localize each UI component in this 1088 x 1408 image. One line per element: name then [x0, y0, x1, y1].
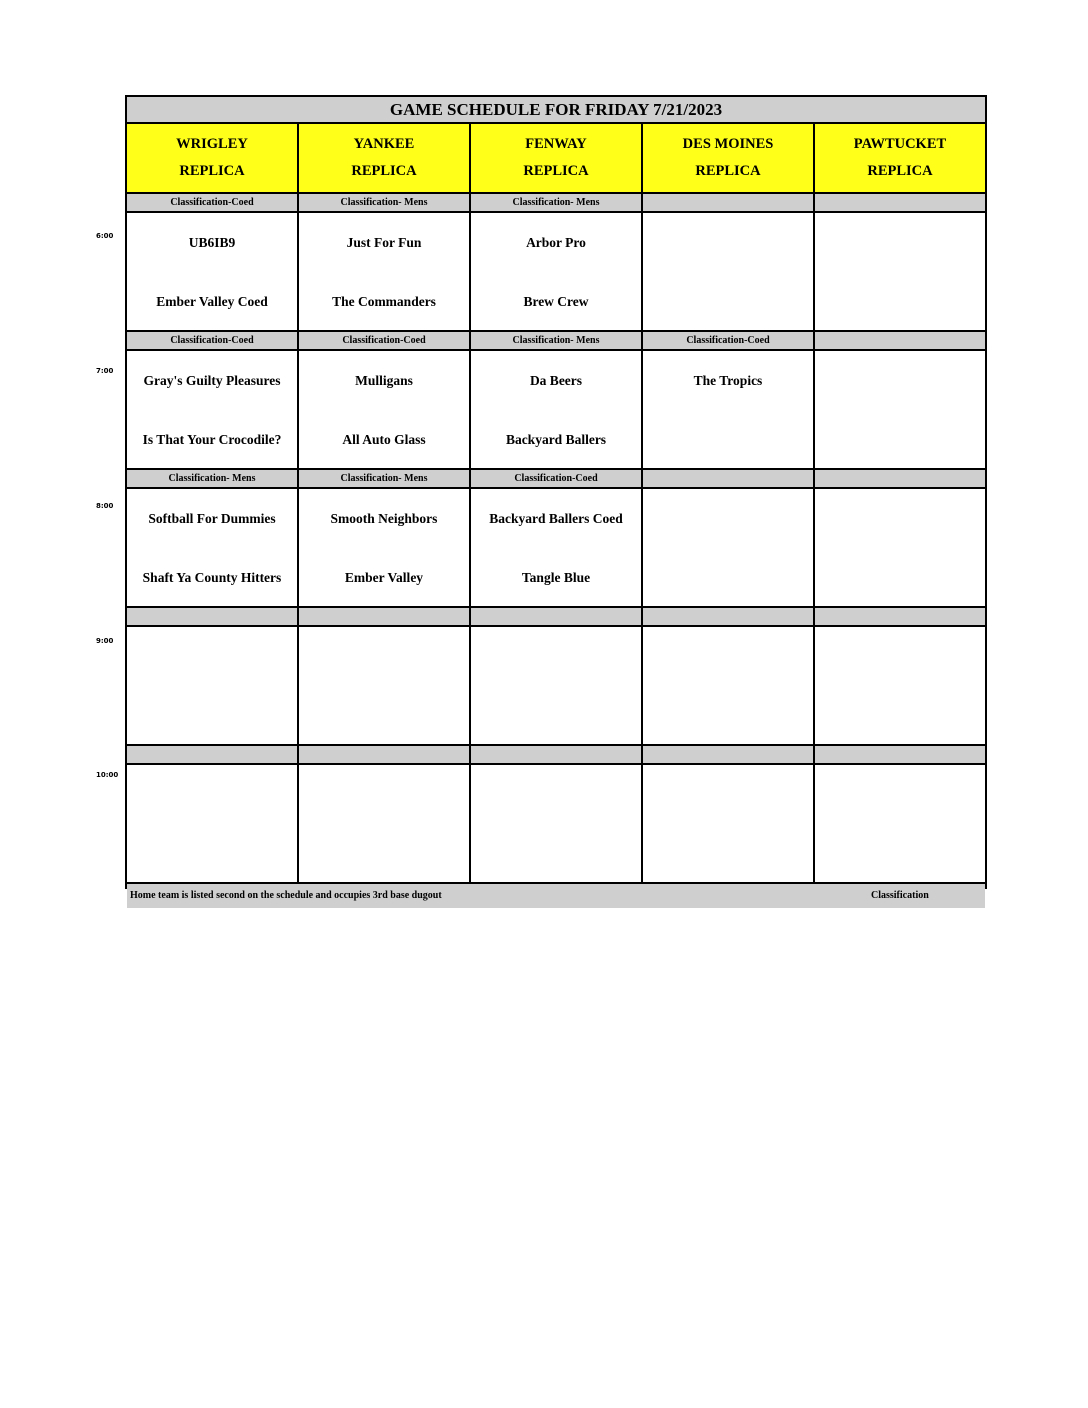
classification-cell: Classification-Coed — [471, 470, 641, 487]
classification-cell — [643, 470, 813, 487]
game-cell — [127, 489, 297, 606]
field-header — [299, 124, 469, 192]
home-team: All Auto Glass — [342, 432, 426, 447]
classification-cell: Classification- Mens — [471, 332, 641, 349]
away-team: The Tropics — [693, 373, 763, 388]
time-label: 6:00 — [96, 232, 114, 240]
game-cell — [127, 213, 297, 330]
home-team: The Commanders — [332, 294, 436, 309]
away-team: Mulligans — [355, 373, 413, 388]
field-name: DES MOINES — [682, 136, 774, 152]
field-header — [815, 124, 985, 192]
time-label: 8:00 — [96, 502, 114, 510]
classification-cell: Classification-Coed — [643, 332, 813, 349]
home-team-note: Home team is listed second on the schedule and occupies 3rd base dugout — [130, 890, 442, 901]
home-team: Backyard Ballers — [505, 432, 607, 447]
away-team: UB6IB9 — [188, 235, 236, 250]
classification-cell — [815, 608, 985, 625]
classification-cell — [299, 608, 469, 625]
classification-cell: Classification-Coed — [127, 332, 297, 349]
game-cell — [643, 489, 813, 606]
time-label: 10:00 — [96, 771, 119, 779]
away-team: Just For Fun — [346, 235, 422, 250]
time-label: 7:00 — [96, 367, 114, 375]
classification-cell — [471, 608, 641, 625]
game-cell — [471, 489, 641, 606]
game-cell — [643, 213, 813, 330]
away-team: Softball For Dummies — [148, 511, 276, 526]
time-label: 9:00 — [96, 637, 114, 645]
field-name: YANKEE — [353, 136, 415, 152]
field-subtitle: REPLICA — [523, 163, 589, 179]
classification-cell: Classification- Mens — [127, 470, 297, 487]
away-team: Smooth Neighbors — [330, 511, 438, 526]
home-team: Ember Valley Coed — [156, 294, 268, 309]
field-subtitle: REPLICA — [695, 163, 761, 179]
field-name: WRIGLEY — [176, 136, 248, 152]
game-cell — [299, 627, 469, 744]
classification-cell: Classification- Mens — [471, 194, 641, 211]
game-cell — [471, 213, 641, 330]
game-cell — [299, 213, 469, 330]
home-team: Brew Crew — [523, 294, 589, 309]
home-team: Ember Valley — [344, 570, 424, 585]
field-header — [127, 124, 297, 192]
classification-cell — [815, 470, 985, 487]
game-cell — [471, 765, 641, 882]
field-header — [471, 124, 641, 192]
classification-cell: Classification- Mens — [299, 470, 469, 487]
classification-cell — [299, 746, 469, 763]
game-cell — [815, 765, 985, 882]
away-team: Gray's Guilty Pleasures — [143, 373, 281, 388]
home-team: Is That Your Crocodile? — [142, 432, 282, 447]
classification-cell — [643, 194, 813, 211]
field-name: FENWAY — [525, 136, 587, 152]
game-cell — [643, 627, 813, 744]
away-team: Da Beers — [529, 373, 583, 388]
schedule-table — [125, 95, 987, 901]
field-subtitle: REPLICA — [179, 163, 245, 179]
game-cell — [127, 351, 297, 468]
game-cell — [643, 765, 813, 882]
game-cell — [815, 213, 985, 330]
away-team: Arbor Pro — [526, 235, 586, 250]
game-cell — [815, 351, 985, 468]
classification-cell: Classification- Mens — [299, 194, 469, 211]
field-subtitle: REPLICA — [351, 163, 417, 179]
game-cell — [815, 489, 985, 606]
home-team: Tangle Blue — [521, 570, 591, 585]
field-subtitle: REPLICA — [867, 163, 933, 179]
home-team: Shaft Ya County Hitters — [142, 570, 282, 585]
classification-cell — [643, 746, 813, 763]
game-cell — [815, 627, 985, 744]
classification-cell — [643, 608, 813, 625]
away-team: Backyard Ballers Coed — [489, 511, 623, 526]
classification-cell — [471, 746, 641, 763]
field-name: PAWTUCKET — [853, 136, 947, 152]
classification-legend: Classification — [871, 890, 929, 901]
game-cell — [127, 765, 297, 882]
footer-bar — [127, 884, 985, 908]
classification-cell — [815, 332, 985, 349]
game-cell — [471, 351, 641, 468]
game-cell — [299, 351, 469, 468]
schedule-title: GAME SCHEDULE FOR FRIDAY 7/21/2023 — [127, 97, 985, 122]
classification-cell — [815, 194, 985, 211]
game-cell — [299, 765, 469, 882]
game-cell — [471, 627, 641, 744]
game-cell — [643, 351, 813, 468]
game-cell — [127, 627, 297, 744]
classification-cell: Classification-Coed — [299, 332, 469, 349]
classification-cell — [127, 746, 297, 763]
field-header — [643, 124, 813, 192]
classification-cell: Classification-Coed — [127, 194, 297, 211]
classification-cell — [815, 746, 985, 763]
game-cell — [299, 489, 469, 606]
classification-cell — [127, 608, 297, 625]
